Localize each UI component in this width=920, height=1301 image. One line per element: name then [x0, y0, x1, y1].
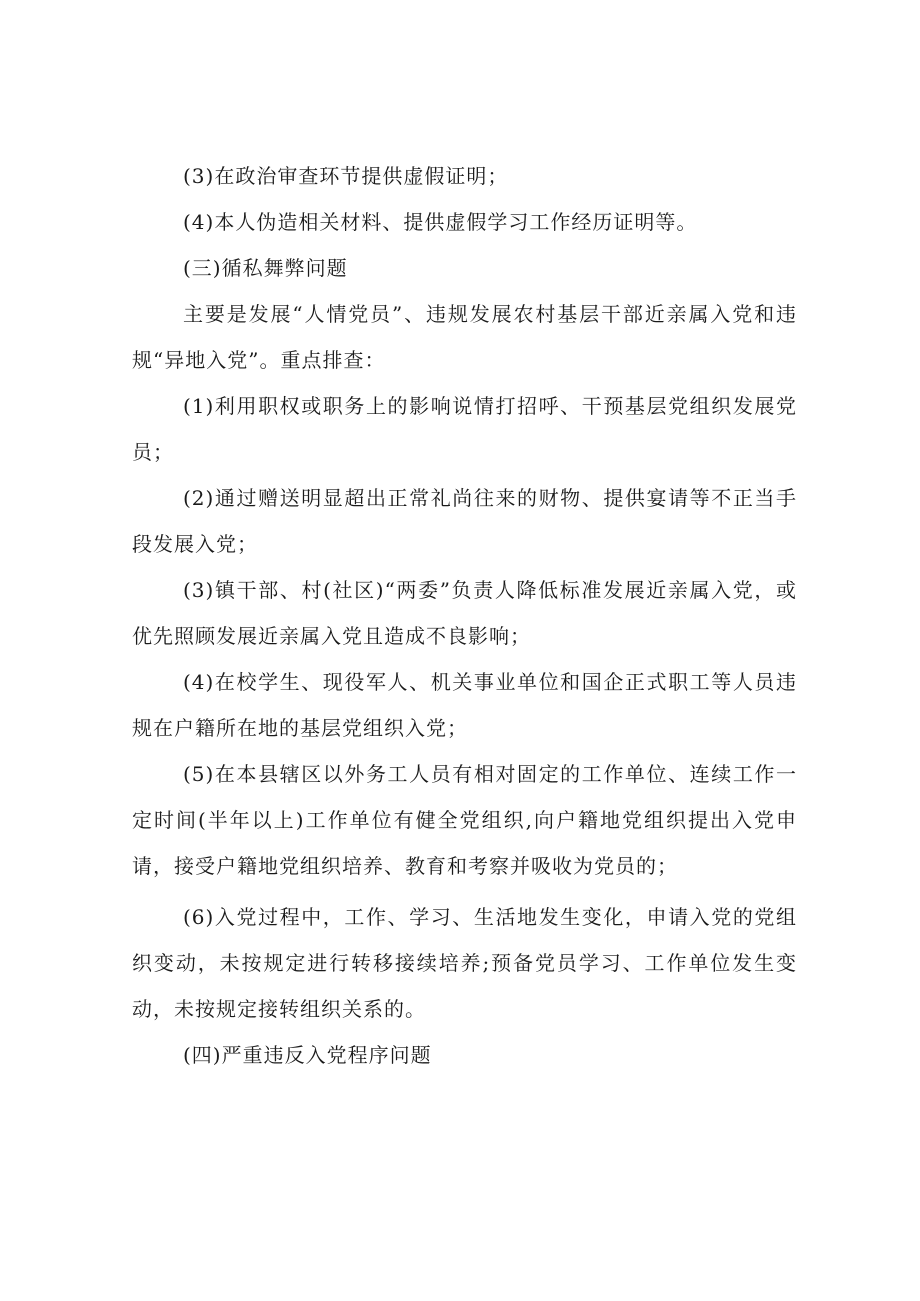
- paragraph-favoritism-intro: 主要是发展“人情党员”、违规发展农村基层干部近亲属入党和违规“异地入党”。重点排查：: [132, 302, 797, 372]
- paragraph-item-1: (1)利用职权或职务上的影响说情打招呼、干预基层党组织发展党员；: [132, 394, 797, 464]
- paragraph-item-3: (3)镇干部、村(社区)“两委”负责人降低标准发展近亲属入党，或优先照顾发展近亲属入党且造成不良影响；: [132, 578, 797, 648]
- paragraph-forged-materials: (4)本人伪造相关材料、提供虚假学习工作经历证明等。: [183, 210, 698, 234]
- section-heading-favoritism: (三)循私舞弊问题: [183, 256, 348, 280]
- section-heading-procedure: (四)严重违反入党程序问题: [183, 1043, 432, 1067]
- document-body: [132, 153, 797, 1078]
- paragraph-item-6: (6)入党过程中，工作、学习、生活地发生变化，申请入党的党组织变动，未按规定进行转移接续培养;预备党员学习、工作单位发生变动，未按规定接转组织关系的。: [132, 905, 797, 1021]
- paragraph-political-review: (3)在政治审查环节提供虚假证明；: [183, 164, 509, 188]
- paragraph-item-2: (2)通过赠送明显超出正常礼尚往来的财物、提供宴请等不正当手段发展入党；: [132, 486, 797, 556]
- paragraph-item-4: (4)在校学生、现役军人、机关事业单位和国企正式职工等人员违规在户籍所在地的基层党组织入党；: [132, 670, 797, 740]
- paragraph-item-5: (5)在本县辖区以外务工人员有相对固定的工作单位、连续工作一定时间(半年以上)工作单位有健全党组织,向户籍地党组织提出入党申请，接受户籍地党组织培养、教育和考察并吸收为党员的；: [132, 762, 797, 878]
